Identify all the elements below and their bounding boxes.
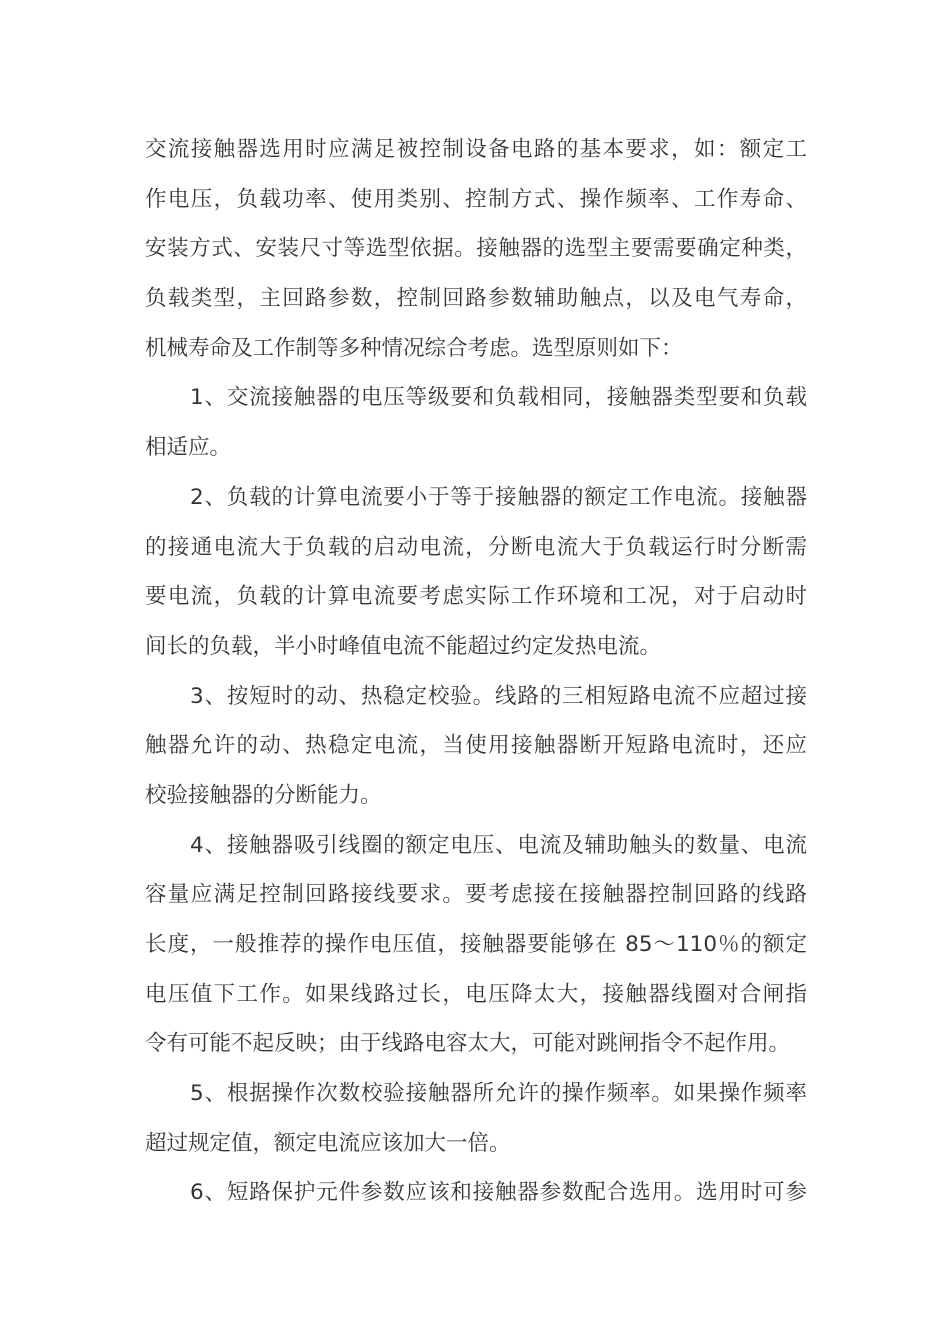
paragraph [145, 132, 807, 380]
paragraph [145, 1076, 807, 1175]
text-line: 3、按短时的动、热稳定校验。线路的三相短路电流不应超过接 [190, 683, 807, 709]
paragraph [145, 1175, 807, 1225]
text-line: 负载类型，主回路参数，控制回路参数辅助触点，以及电气寿命， [145, 286, 807, 312]
text-line: 相适应。 [145, 435, 232, 461]
text-line: 交流接触器选用时应满足被控制设备电路的基本要求，如：额定工 [145, 137, 807, 162]
text-line: 长度，一般推荐的操作电压值，接触器要能够在 85～110％的额定 [145, 932, 807, 957]
paragraph [145, 380, 807, 479]
text-line: 校验接触器的分断能力。 [145, 782, 382, 808]
paragraph [145, 828, 807, 1076]
text-line: 间长的负载，半小时峰值电流不能超过约定发热电流。 [145, 633, 662, 659]
text-line: 超过规定值，额定电流应该加大一倍。 [145, 1130, 511, 1156]
text-line: 容量应满足控制回路接线要求。要考虑接在接触器控制回路的线路 [145, 882, 807, 908]
text-line: 6、短路保护元件参数应该和接触器参数配合选用。选用时可参 [190, 1180, 807, 1206]
text-line: 机械寿命及工作制等多种情况综合考虑。选型原则如下： [145, 335, 683, 361]
document-body [145, 132, 807, 1225]
text-line: 要电流，负载的计算电流要考虑实际工作环境和工况，对于启动时 [145, 584, 807, 610]
text-line: 作电压，负载功率、使用类别、控制方式、操作频率、工作寿命、 [145, 186, 807, 212]
text-line: 安装方式、安装尺寸等选型依据。接触器的选型主要需要确定种类， [145, 236, 807, 262]
text-line: 令有可能不起反映；由于线路电容太大，可能对跳闸指令不起作用。 [145, 1031, 791, 1057]
text-line: 的接通电流大于负载的启动电流，分断电流大于负载运行时分断需 [145, 534, 807, 560]
text-line: 5、根据操作次数校验接触器所允许的操作频率。如果操作频率 [190, 1081, 807, 1107]
text-line: 触器允许的动、热稳定电流，当使用接触器断开短路电流时，还应 [145, 733, 807, 759]
text-line: 4、接触器吸引线圈的额定电压、电流及辅助触头的数量、电流 [190, 832, 807, 858]
text-line: 2、负载的计算电流要小于等于接触器的额定工作电流。接触器 [190, 484, 807, 510]
text-line: 电压值下工作。如果线路过长，电压降太大，接触器线圈对合闸指 [145, 981, 807, 1007]
text-line: 1、交流接触器的电压等级要和负载相同，接触器类型要和负载 [190, 385, 807, 411]
paragraph [145, 679, 807, 828]
paragraph [145, 480, 807, 679]
